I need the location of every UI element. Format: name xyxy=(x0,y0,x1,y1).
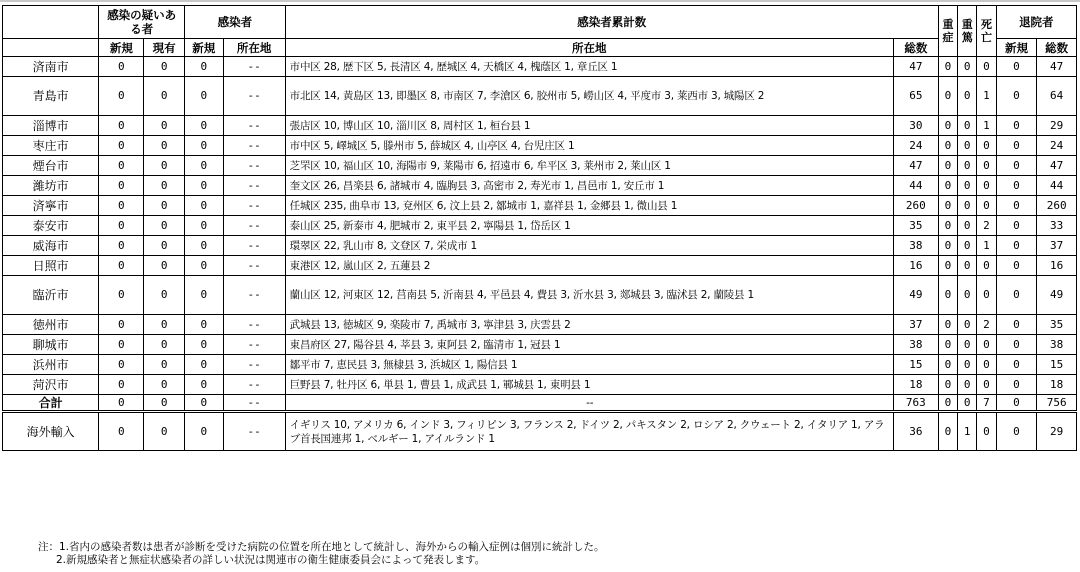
cell-i-loc: -- xyxy=(223,395,285,412)
cell-critical: 0 xyxy=(958,395,977,412)
cell-i-loc: -- xyxy=(223,236,285,256)
cell-i-loc: -- xyxy=(223,77,285,116)
header-cumulative: 感染者累計数 xyxy=(285,6,938,39)
covid-statistics-table xyxy=(2,5,1077,451)
cell-critical: 0 xyxy=(958,216,977,236)
cell-total: 763 xyxy=(893,395,938,412)
location-detail: 市中区 5, 嶧城区 5, 滕州市 5, 薛城区 4, 山亭区 4, 台児庄区 1 xyxy=(285,136,893,156)
cell-total: 47 xyxy=(893,57,938,77)
table-row xyxy=(3,116,1077,136)
cell-serious: 0 xyxy=(938,395,957,412)
cell-d-new: 0 xyxy=(996,77,1037,116)
cell-serious: 0 xyxy=(938,116,957,136)
cell-critical: 0 xyxy=(958,57,977,77)
cell-total: 30 xyxy=(893,116,938,136)
header-discharged-new: 新規 xyxy=(996,39,1037,57)
city-name: 臨沂市 xyxy=(3,276,99,315)
cell-d-new: 0 xyxy=(996,335,1037,355)
cell-s-new: 0 xyxy=(99,196,144,216)
cell-s-new: 0 xyxy=(99,375,144,395)
cell-i-loc: -- xyxy=(223,156,285,176)
city-name: 威海市 xyxy=(3,236,99,256)
city-name: 徳州市 xyxy=(3,315,99,335)
cell-critical: 0 xyxy=(958,375,977,395)
cell-i-loc: -- xyxy=(223,355,285,375)
cell-critical: 0 xyxy=(958,335,977,355)
cell-d-total: 35 xyxy=(1037,315,1077,335)
cell-i-loc: -- xyxy=(223,276,285,315)
city-name: 菏沢市 xyxy=(3,375,99,395)
cell-critical: 0 xyxy=(958,77,977,116)
cell-i-new: 0 xyxy=(185,412,224,451)
table-row xyxy=(3,156,1077,176)
cell-d-new: 0 xyxy=(996,156,1037,176)
table-container xyxy=(2,5,1077,451)
cell-total: 16 xyxy=(893,256,938,276)
cell-critical: 0 xyxy=(958,116,977,136)
table-row xyxy=(3,355,1077,375)
cell-d-total: 15 xyxy=(1037,355,1077,375)
cell-death: 2 xyxy=(977,216,996,236)
cell-s-cur: 0 xyxy=(144,412,185,451)
city-name: 済南市 xyxy=(3,57,99,77)
cell-d-new: 0 xyxy=(996,395,1037,412)
city-name: 合計 xyxy=(3,395,99,412)
cell-d-total: 29 xyxy=(1037,116,1077,136)
cell-s-cur: 0 xyxy=(144,116,185,136)
table-row xyxy=(3,176,1077,196)
cell-s-new: 0 xyxy=(99,335,144,355)
header-infected-new: 新規 xyxy=(185,39,224,57)
cell-s-new: 0 xyxy=(99,395,144,412)
cell-s-new: 0 xyxy=(99,156,144,176)
cell-total: 65 xyxy=(893,77,938,116)
header-cumulative-location: 所在地 xyxy=(285,39,893,57)
cell-s-new: 0 xyxy=(99,116,144,136)
cell-serious: 0 xyxy=(938,412,957,451)
cell-d-total: 64 xyxy=(1037,77,1077,116)
cell-i-new: 0 xyxy=(185,236,224,256)
location-detail: 武城县 13, 徳城区 9, 楽陵市 7, 禹城市 3, 寧津县 3, 庆雲县 2 xyxy=(285,315,893,335)
header-infected: 感染者 xyxy=(185,6,286,39)
location-detail: 張店区 10, 博山区 10, 淄川区 8, 周村区 1, 桓台县 1 xyxy=(285,116,893,136)
header-suspected-current: 現有 xyxy=(144,39,185,57)
cell-total: 47 xyxy=(893,156,938,176)
location-detail: 蘭山区 12, 河東区 12, 莒南县 5, 沂南县 4, 平邑县 4, 費县 3, 沂水县 3, 郯城县 3, 臨沭县 2, 蘭陵县 1 xyxy=(285,276,893,315)
footnote-1: 注：1.省内の感染者数は患者が診断を受けた病院の位置を所在地として統計し、海外からの輸入症例は個別に統計した。 xyxy=(38,541,605,553)
cell-s-new: 0 xyxy=(99,355,144,375)
cell-s-cur: 0 xyxy=(144,395,185,412)
table-row xyxy=(3,276,1077,315)
cell-s-cur: 0 xyxy=(144,77,185,116)
cell-critical: 0 xyxy=(958,136,977,156)
cell-i-loc: -- xyxy=(223,176,285,196)
cell-d-new: 0 xyxy=(996,315,1037,335)
cell-d-total: 47 xyxy=(1037,156,1077,176)
cell-s-cur: 0 xyxy=(144,57,185,77)
cell-total: 38 xyxy=(893,236,938,256)
cell-death: 1 xyxy=(977,236,996,256)
cell-s-cur: 0 xyxy=(144,236,185,256)
cell-d-total: 756 xyxy=(1037,395,1077,412)
cell-d-total: 18 xyxy=(1037,375,1077,395)
cell-i-new: 0 xyxy=(185,216,224,236)
cell-d-total: 37 xyxy=(1037,236,1077,256)
cell-d-total: 33 xyxy=(1037,216,1077,236)
cell-i-new: 0 xyxy=(185,116,224,136)
cell-d-total: 47 xyxy=(1037,57,1077,77)
footnotes xyxy=(38,541,1078,567)
location-detail: 任城区 235, 曲阜市 13, 兗州区 6, 汶上县 2, 鄒城市 1, 嘉祥县 1, 金郷县 1, 微山县 1 xyxy=(285,196,893,216)
cell-serious: 0 xyxy=(938,77,957,116)
top-rule xyxy=(0,0,1080,2)
cell-i-loc: -- xyxy=(223,196,285,216)
cell-i-loc: -- xyxy=(223,136,285,156)
cell-death: 0 xyxy=(977,355,996,375)
cell-d-new: 0 xyxy=(996,216,1037,236)
cell-death: 0 xyxy=(977,136,996,156)
cell-s-cur: 0 xyxy=(144,256,185,276)
cell-i-new: 0 xyxy=(185,355,224,375)
city-name: 淄博市 xyxy=(3,116,99,136)
header-discharged-total: 総数 xyxy=(1037,39,1077,57)
table-row xyxy=(3,57,1077,77)
cell-death: 2 xyxy=(977,315,996,335)
cell-s-new: 0 xyxy=(99,136,144,156)
city-name: 泰安市 xyxy=(3,216,99,236)
header-city-blank xyxy=(3,39,99,57)
location-detail: 鄒平市 7, 恵民县 3, 無棣县 3, 浜城区 1, 陽信县 1 xyxy=(285,355,893,375)
location-detail: 奎文区 26, 昌楽县 6, 諸城市 4, 臨朐县 3, 高密市 2, 寿光市 1, 昌邑市 1, 安丘市 1 xyxy=(285,176,893,196)
cell-total: 15 xyxy=(893,355,938,375)
location-detail: 泰山区 25, 新泰市 4, 肥城市 2, 東平县 2, 寧陽县 1, 岱岳区 1 xyxy=(285,216,893,236)
cell-s-new: 0 xyxy=(99,315,144,335)
table-row xyxy=(3,335,1077,355)
city-name: 枣庄市 xyxy=(3,136,99,156)
cell-d-new: 0 xyxy=(996,412,1037,451)
location-detail: -- xyxy=(285,395,893,412)
header-discharged: 退院者 xyxy=(996,6,1076,39)
cell-i-new: 0 xyxy=(185,136,224,156)
cell-total: 44 xyxy=(893,176,938,196)
cell-d-new: 0 xyxy=(996,375,1037,395)
cell-d-total: 16 xyxy=(1037,256,1077,276)
cell-total: 260 xyxy=(893,196,938,216)
table-row xyxy=(3,315,1077,335)
location-detail: 環翠区 22, 乳山市 8, 文登区 7, 栄成市 1 xyxy=(285,236,893,256)
cell-serious: 0 xyxy=(938,176,957,196)
table-row xyxy=(3,256,1077,276)
cell-i-loc: -- xyxy=(223,116,285,136)
footnote-2: 2.新規感染者と無症状感染者の詳しい状況は関連市の衛生健康委員会によって発表します。 xyxy=(56,554,486,566)
cell-i-new: 0 xyxy=(185,196,224,216)
city-name: 浜州市 xyxy=(3,355,99,375)
header-cumulative-total: 総数 xyxy=(893,39,938,57)
cell-serious: 0 xyxy=(938,236,957,256)
cell-i-new: 0 xyxy=(185,156,224,176)
city-name: 海外輸入 xyxy=(3,412,99,451)
cell-s-cur: 0 xyxy=(144,216,185,236)
location-detail: 東昌府区 27, 陽谷县 4, 莘县 3, 東阿县 2, 臨清市 1, 冠县 1 xyxy=(285,335,893,355)
cell-s-new: 0 xyxy=(99,256,144,276)
cell-s-new: 0 xyxy=(99,57,144,77)
cell-death: 0 xyxy=(977,256,996,276)
cell-death: 0 xyxy=(977,412,996,451)
cell-serious: 0 xyxy=(938,256,957,276)
cell-i-loc: -- xyxy=(223,335,285,355)
cell-i-new: 0 xyxy=(185,176,224,196)
cell-s-cur: 0 xyxy=(144,315,185,335)
cell-critical: 0 xyxy=(958,355,977,375)
cell-critical: 1 xyxy=(958,412,977,451)
location-detail: 市中区 28, 歴下区 5, 長清区 4, 歴城区 4, 天橋区 4, 槐蔭区 1, 章丘区 1 xyxy=(285,57,893,77)
cell-total: 35 xyxy=(893,216,938,236)
cell-i-loc: -- xyxy=(223,216,285,236)
header-suspected-new: 新規 xyxy=(99,39,144,57)
cell-total: 36 xyxy=(893,412,938,451)
cell-serious: 0 xyxy=(938,156,957,176)
cell-s-new: 0 xyxy=(99,176,144,196)
header-infected-location: 所在地 xyxy=(223,39,285,57)
header-death: 死亡 xyxy=(977,6,996,57)
cell-d-new: 0 xyxy=(996,236,1037,256)
cell-i-new: 0 xyxy=(185,256,224,276)
location-detail: 巨野县 7, 牡丹区 6, 単县 1, 曹县 1, 成武县 1, 鄆城县 1, 東明县 1 xyxy=(285,375,893,395)
cell-serious: 0 xyxy=(938,335,957,355)
cell-serious: 0 xyxy=(938,355,957,375)
location-detail: 東港区 12, 嵐山区 2, 五蓮县 2 xyxy=(285,256,893,276)
cell-d-new: 0 xyxy=(996,176,1037,196)
cell-d-total: 24 xyxy=(1037,136,1077,156)
cell-serious: 0 xyxy=(938,375,957,395)
cell-i-loc: -- xyxy=(223,57,285,77)
cell-s-cur: 0 xyxy=(144,355,185,375)
cell-i-new: 0 xyxy=(185,375,224,395)
table-row xyxy=(3,136,1077,156)
cell-s-new: 0 xyxy=(99,276,144,315)
cell-total: 24 xyxy=(893,136,938,156)
cell-death: 1 xyxy=(977,116,996,136)
cell-d-total: 38 xyxy=(1037,335,1077,355)
city-name: 青島市 xyxy=(3,77,99,116)
cell-total: 38 xyxy=(893,335,938,355)
cell-serious: 0 xyxy=(938,136,957,156)
cell-d-new: 0 xyxy=(996,116,1037,136)
cell-i-loc: -- xyxy=(223,412,285,451)
location-detail: 芝罘区 10, 福山区 10, 海陽市 9, 莱陽市 6, 招遠市 6, 牟平区 3, 莱州市 2, 莱山区 1 xyxy=(285,156,893,176)
table-row xyxy=(3,375,1077,395)
cell-d-new: 0 xyxy=(996,136,1037,156)
cell-death: 0 xyxy=(977,57,996,77)
cell-i-new: 0 xyxy=(185,77,224,116)
cell-s-cur: 0 xyxy=(144,276,185,315)
cell-d-new: 0 xyxy=(996,276,1037,315)
cell-total: 49 xyxy=(893,276,938,315)
table-body xyxy=(3,57,1077,451)
cell-d-new: 0 xyxy=(996,196,1037,216)
cell-death: 0 xyxy=(977,276,996,315)
cell-s-cur: 0 xyxy=(144,335,185,355)
cell-total: 18 xyxy=(893,375,938,395)
cell-d-total: 29 xyxy=(1037,412,1077,451)
cell-d-new: 0 xyxy=(996,256,1037,276)
cell-s-cur: 0 xyxy=(144,156,185,176)
cell-serious: 0 xyxy=(938,216,957,236)
cell-serious: 0 xyxy=(938,315,957,335)
cell-critical: 0 xyxy=(958,256,977,276)
cell-critical: 0 xyxy=(958,276,977,315)
cell-s-new: 0 xyxy=(99,412,144,451)
table-row xyxy=(3,77,1077,116)
cell-critical: 0 xyxy=(958,236,977,256)
cell-total: 37 xyxy=(893,315,938,335)
cell-d-total: 260 xyxy=(1037,196,1077,216)
cell-death: 0 xyxy=(977,176,996,196)
city-name: 済寧市 xyxy=(3,196,99,216)
cell-critical: 0 xyxy=(958,156,977,176)
cell-i-new: 0 xyxy=(185,335,224,355)
header-critical: 重篤 xyxy=(958,6,977,57)
cell-critical: 0 xyxy=(958,196,977,216)
cell-i-loc: -- xyxy=(223,256,285,276)
location-detail: 市北区 14, 黄島区 13, 即墨区 8, 市南区 7, 李滄区 6, 胶州市 5, 嶗山区 4, 平度市 3, 莱西市 3, 城陽区 2 xyxy=(285,77,893,116)
cell-death: 0 xyxy=(977,335,996,355)
city-name: 聊城市 xyxy=(3,335,99,355)
cell-death: 0 xyxy=(977,196,996,216)
city-name: 煙台市 xyxy=(3,156,99,176)
cell-critical: 0 xyxy=(958,176,977,196)
cell-s-new: 0 xyxy=(99,236,144,256)
cell-i-new: 0 xyxy=(185,276,224,315)
cell-d-total: 44 xyxy=(1037,176,1077,196)
header-suspected: 感染の疑いある者 xyxy=(99,6,185,39)
cell-d-new: 0 xyxy=(996,355,1037,375)
cell-i-new: 0 xyxy=(185,395,224,412)
cell-i-new: 0 xyxy=(185,57,224,77)
cell-s-new: 0 xyxy=(99,77,144,116)
cell-i-loc: -- xyxy=(223,375,285,395)
city-name: 濰坊市 xyxy=(3,176,99,196)
city-name: 日照市 xyxy=(3,256,99,276)
cell-critical: 0 xyxy=(958,315,977,335)
header-serious: 重症 xyxy=(938,6,957,57)
table-row xyxy=(3,196,1077,216)
cell-s-cur: 0 xyxy=(144,375,185,395)
overseas-row xyxy=(3,412,1077,451)
table-row xyxy=(3,216,1077,236)
cell-death: 0 xyxy=(977,156,996,176)
cell-death: 7 xyxy=(977,395,996,412)
cell-serious: 0 xyxy=(938,276,957,315)
cell-s-cur: 0 xyxy=(144,136,185,156)
cell-serious: 0 xyxy=(938,57,957,77)
cell-death: 0 xyxy=(977,375,996,395)
cell-serious: 0 xyxy=(938,196,957,216)
cell-s-new: 0 xyxy=(99,216,144,236)
cell-s-cur: 0 xyxy=(144,176,185,196)
cell-d-total: 49 xyxy=(1037,276,1077,315)
cell-i-loc: -- xyxy=(223,315,285,335)
cell-s-cur: 0 xyxy=(144,196,185,216)
cell-d-new: 0 xyxy=(996,57,1037,77)
total-row xyxy=(3,395,1077,412)
cell-i-new: 0 xyxy=(185,315,224,335)
cell-death: 1 xyxy=(977,77,996,116)
location-detail: イギリス 10, アメリカ 6, インド 3, フィリピン 3, フランス 2, ドイツ 2, パキスタン 2, ロシア 2, クウェート 2, イタリア 1, アラブ首長国連邦 1, ベルギー 1, アイルランド 1 xyxy=(285,412,893,451)
table-row xyxy=(3,236,1077,256)
header-blank xyxy=(3,6,99,39)
